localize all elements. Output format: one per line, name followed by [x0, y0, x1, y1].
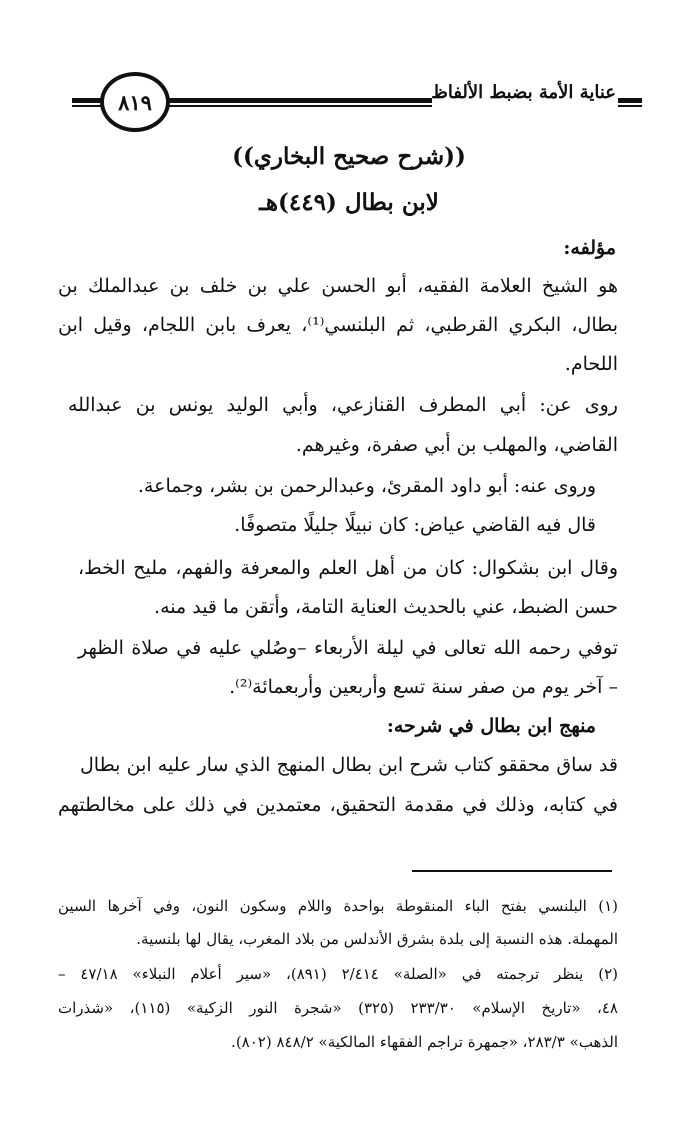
footnote-line: ٤٨، «تاريخ الإسلام» ٢٣٣/٣٠ (٣٢٥) «شجرة النور الزكية» (١١٥)، «شذرات [58, 999, 618, 1017]
body-line: – آخر يوم من صفر سنة تسع وأربعين وأربعمائة⁽²⁾. [229, 676, 618, 698]
footnote-line: (١) البلنسي بفتح الباء المنقوطة بواحدة واللام وسكون النون، وفي آخرها السين [58, 897, 618, 915]
author-title: لابن بطال (٤٤٩)هـ [259, 189, 439, 216]
section-heading-author: مؤلفه: [563, 237, 616, 259]
body-line: اللحام. [564, 353, 618, 375]
body-line: في كتابه، وذلك في مقدمة التحقيق، معتمدين في ذلك على مخالطتهم [58, 794, 618, 816]
body-line: روى عن: أبي المطرف القنازعي، وأبي الوليد يونس بن عبدالله [68, 394, 618, 416]
footnote-line: (٢) ينظر ترجمته في «الصلة» ٢/٤١٤ (٨٩١)، «سير أعلام النبلاء» ٤٧/١٨ – [58, 965, 618, 983]
footnote-line: الذهب» ٢٨٣/٣، «جمهرة تراجم الفقهاء المالكية» ٨٤٨/٢ (٨٠٢). [231, 1033, 618, 1051]
running-title: عناية الأمة بضبط الألفاظ [431, 82, 616, 103]
book-title: ((شرح صحيح البخاري)) [232, 143, 466, 170]
body-line: بطال، البكري القرطبي، ثم البلنسي⁽¹⁾، يعرف بابن اللجام، وقيل ابن [58, 314, 618, 336]
footnote-line: المهملة. هذه النسبة إلى بلدة بشرق الأندلس من بلاد المغرب، يقال لها بلنسية. [136, 930, 618, 948]
body-line: القاضي، والمهلب بن أبي صفرة، وغيرهم. [295, 434, 618, 456]
footnote-separator [412, 870, 612, 872]
body-line: قال فيه القاضي عياض: كان نبيلًا جليلًا متصوفًا. [234, 514, 596, 536]
body-line: هو الشيخ العلامة الفقيه، أبو الحسن علي بن خلف بن عبدالملك بن [58, 275, 618, 297]
header-rule-middle [164, 98, 432, 103]
header-rule-right [618, 98, 642, 103]
body-line: قد ساق محققو كتاب شرح ابن بطال المنهج الذي سار عليه ابن بطال [80, 754, 618, 776]
page-number: ٨١٩ [100, 72, 170, 132]
body-line: توفي رحمه الله تعالى في ليلة الأربعاء –وصُلي عليه في صلاة الظهر [78, 637, 618, 659]
header-rule-right-thin [618, 105, 642, 107]
body-line: وروى عنه: أبو داود المقرئ، وعبدالرحمن بن بشر، وجماعة. [137, 475, 596, 497]
section-heading-method: منهج ابن بطال في شرحه: [386, 715, 596, 737]
header-rule-middle-thin [164, 105, 432, 107]
body-line: وقال ابن بشكوال: كان من أهل العلم والمعرفة والفهم، مليح الخط، [78, 557, 618, 579]
body-line: حسن الضبط، عني بالحديث العناية التامة، وأتقن ما قيد منه. [154, 596, 618, 618]
